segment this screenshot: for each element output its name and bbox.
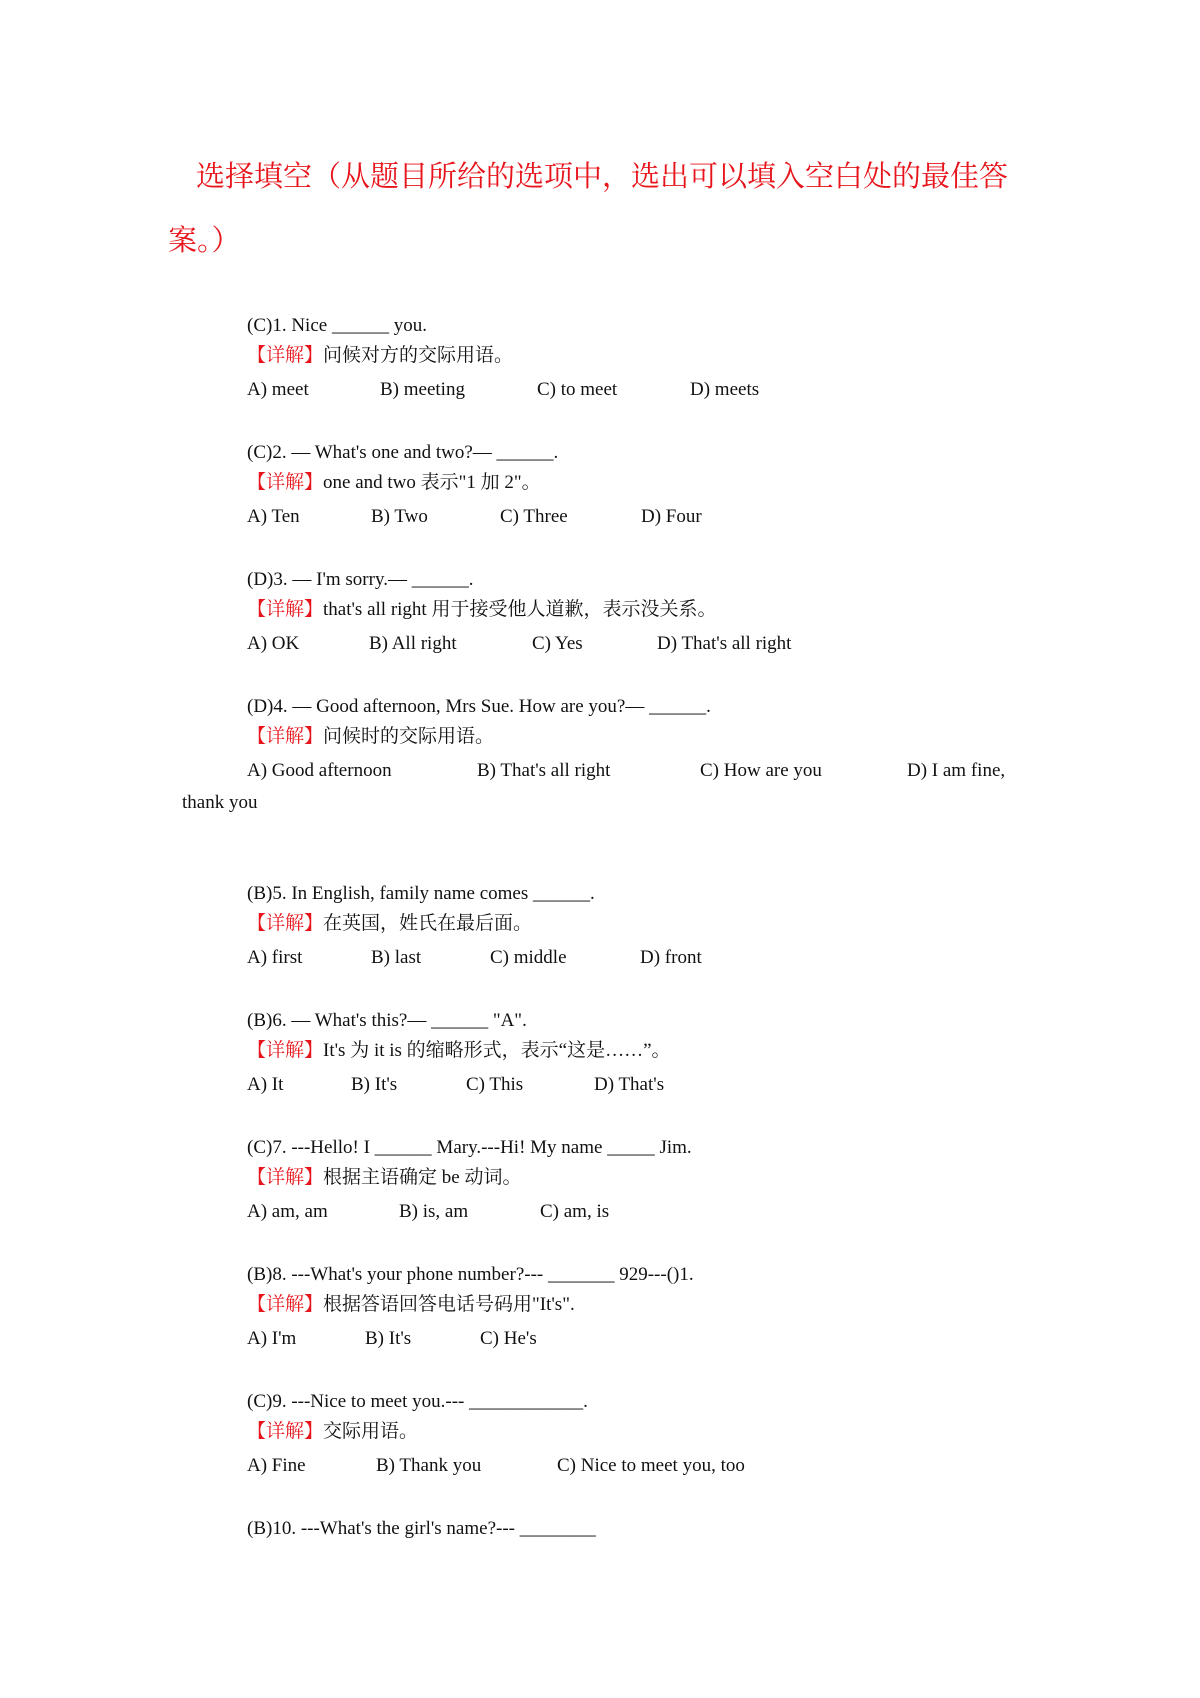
explanation-text: 问候对方的交际用语。 <box>323 345 514 366</box>
option-a: A) am, am <box>247 1201 328 1222</box>
question-7 <box>247 1133 1047 1229</box>
option-c: C) He's <box>480 1328 537 1349</box>
question-text: (D)4. — Good afternoon, Mrs Sue. How are you?— ______. <box>247 696 711 717</box>
question-10 <box>247 1514 1047 1544</box>
option-d: D) Four <box>641 506 702 527</box>
option-a: A) meet <box>247 379 309 400</box>
explanation <box>247 1290 1047 1320</box>
explanation-text: one and two 表示"1 加 2"。 <box>323 472 541 493</box>
options-row <box>247 1195 1047 1229</box>
question-3 <box>247 565 1047 661</box>
explanation <box>247 1163 1047 1193</box>
options-row <box>247 1068 1047 1102</box>
explanation <box>247 1417 1047 1447</box>
question-6 <box>247 1006 1047 1102</box>
explanation <box>247 595 1047 625</box>
question-4 <box>182 692 1047 813</box>
option-a: A) I'm <box>247 1328 297 1349</box>
options-row <box>247 373 1047 407</box>
option-d: D) I am fine, <box>907 760 1006 781</box>
explanation <box>247 722 1047 752</box>
explanation-text: 问候时的交际用语。 <box>323 726 495 747</box>
explanation-text: It's 为 it is 的缩略形式，表示“这是……”。 <box>323 1040 671 1061</box>
explanation-text: 交际用语。 <box>323 1421 419 1442</box>
explanation <box>247 1036 1047 1066</box>
option-a: A) It <box>247 1074 284 1095</box>
option-c: C) am, is <box>540 1201 610 1222</box>
option-d: D) That's all right <box>657 633 792 654</box>
option-c: C) How are you <box>700 760 822 781</box>
question-text: (B)8. ---What's your phone number?--- _______ 929---()1. <box>247 1264 694 1285</box>
section-heading <box>168 145 1042 273</box>
option-a: A) Ten <box>247 506 300 527</box>
explanation-text: 在英国，姓氏在最后面。 <box>323 913 533 934</box>
question-9 <box>247 1387 1047 1483</box>
explanation-text: 根据答语回答电话号码用"It's". <box>323 1294 575 1315</box>
explain-tag: 【详解】 <box>247 599 324 620</box>
options-row <box>247 1322 1047 1356</box>
question-2 <box>247 438 1047 534</box>
options-row <box>182 754 1047 813</box>
option-c: C) This <box>466 1074 524 1095</box>
question-text: (D)3. — I'm sorry.— ______. <box>247 569 474 590</box>
option-b: B) That's all right <box>477 760 611 781</box>
option-d: D) That's <box>594 1074 665 1095</box>
explain-tag: 【详解】 <box>247 913 324 934</box>
option-b: B) It's <box>365 1328 412 1349</box>
explanation-text: 根据主语确定 be 动词。 <box>323 1167 522 1188</box>
option-d: D) meets <box>690 379 760 400</box>
option-a: A) OK <box>247 633 300 654</box>
option-a: A) first <box>247 947 303 968</box>
explanation-text: that's all right 用于接受他人道歉，表示没关系。 <box>323 599 717 620</box>
question-text: (C)2. — What's one and two?— ______. <box>247 442 559 463</box>
explain-tag: 【详解】 <box>247 1167 324 1188</box>
options-row <box>247 500 1047 534</box>
explanation <box>247 341 1047 371</box>
options-row <box>247 1449 1047 1483</box>
question-text: (C)1. Nice ______ you. <box>247 315 427 336</box>
question-1 <box>247 311 1047 407</box>
option-c: C) to meet <box>537 379 618 400</box>
question-text: (C)9. ---Nice to meet you.--- ____________. <box>247 1391 588 1412</box>
option-c: C) middle <box>490 947 567 968</box>
explain-tag: 【详解】 <box>247 345 324 366</box>
explain-tag: 【详解】 <box>247 1421 324 1442</box>
explain-tag: 【详解】 <box>247 726 324 747</box>
question-text: (B)6. — What's this?— ______ "A". <box>247 1010 527 1031</box>
explain-tag: 【详解】 <box>247 1040 324 1061</box>
question-text: (C)7. ---Hello! I ______ Mary.---Hi! My name _____ Jim. <box>247 1137 692 1158</box>
heading-line-2: 案。） <box>168 225 241 257</box>
option-a: A) Good afternoon <box>247 760 392 781</box>
option-b: B) It's <box>351 1074 398 1095</box>
option-d: D) front <box>640 947 702 968</box>
explanation <box>247 909 1047 939</box>
heading-line-1: 选择填空（从题目所给的选项中，选出可以填入空白处的最佳答 <box>196 161 1009 193</box>
explain-tag: 【详解】 <box>247 1294 324 1315</box>
option-b: B) Thank you <box>376 1455 482 1476</box>
options-row <box>247 941 1047 975</box>
question-text: (B)10. ---What's the girl's name?--- ________ <box>247 1518 596 1539</box>
option-c: C) Three <box>500 506 568 527</box>
option-b: B) All right <box>369 633 457 654</box>
question-5 <box>247 879 1047 975</box>
question-8 <box>247 1260 1047 1356</box>
explanation <box>247 468 1047 498</box>
option-b: B) meeting <box>380 379 465 400</box>
option-b: B) Two <box>371 506 428 527</box>
option-b: B) is, am <box>399 1201 469 1222</box>
option-c: C) Nice to meet you, too <box>557 1455 745 1476</box>
option-b: B) last <box>371 947 422 968</box>
option-c: C) Yes <box>532 633 583 654</box>
options-row <box>247 627 1047 661</box>
question-text: (B)5. In English, family name comes ______. <box>247 883 595 904</box>
explain-tag: 【详解】 <box>247 472 324 493</box>
option-a: A) Fine <box>247 1455 306 1476</box>
option-d-continued: thank you <box>182 792 258 813</box>
